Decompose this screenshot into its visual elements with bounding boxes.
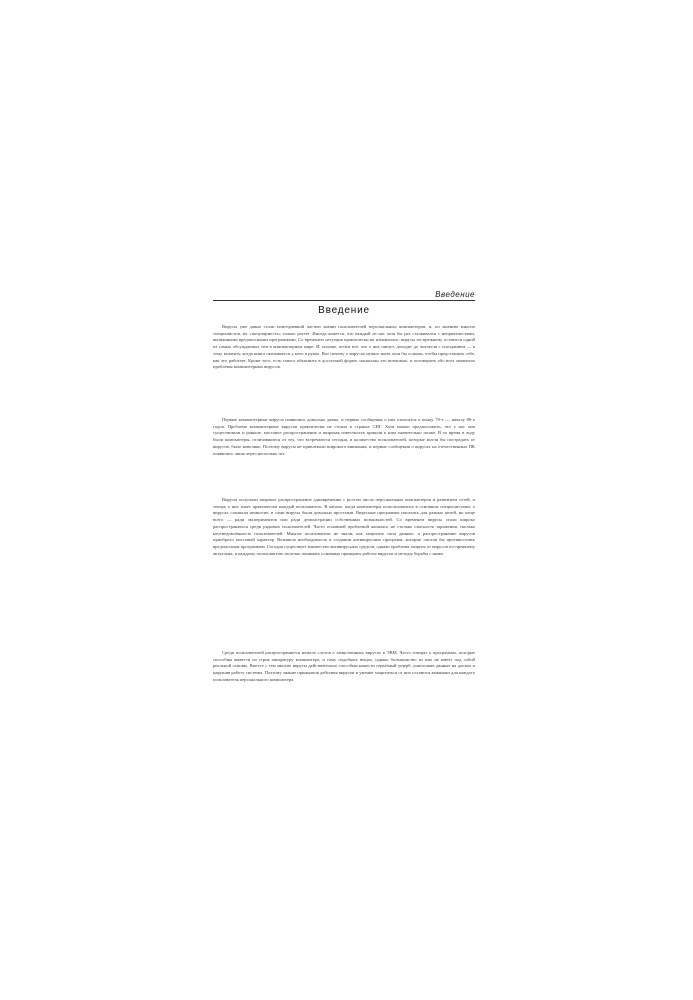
paragraph: Первые компьютерные вирусы появились довольно давно, и первые сообщения о них относятся к концу 70-х — началу 80-х годов. Проблема компьютерных вирусов практически не стояла в странах СНГ. Хотя можно предположить, что у нас они существовали и раньше, массовое распространение и широкая известность пришли к ним значительно позже. В то время в ходу были компьютеры, отличавшиеся от тех, что встречаются сегодня, и количество пользователей, которые могли бы пострадать от вирусов, было невелико. Поэтому вирусы не привлекали широкого внимания, и первые сообщения о вирусах на отечественных ПК появились лишь через несколько лет. (213, 417, 475, 456)
paragraph: Вирусы уже давно стали повседневной частью жизни пользователей персональных компьютеров, и, по мнению многих специалистов, их «популярность» только растёт. Иногда кажется, что каждый из нас хотя бы раз сталкивался с неприятностями, вызванными вредоносными программами. Со временем ситуация практически не изменилась: вирусы по-прежнему остаются одной из самых обсуждаемых тем в компьютерном мире. И, похоже, почти всё, что о них пишут, доходит до читателя с опозданием — к тому моменту, когда книга оказывается у него в руках. Вот почему о вирусах нужно знать хотя бы основы, чтобы представлять себе, как это работает. Кроме того, есть смысл объяснить в доступной форме, насколько это возможно, и поговорить обо всех моментах проблемы компьютерных вирусов. (213, 324, 475, 370)
body-text (213, 324, 475, 710)
running-header: Введение (435, 290, 475, 299)
chapter-title: Введение (318, 305, 370, 316)
paragraph: Вирусы получили широкое распространение одновременно с ростом числа персональных компьютеров и развитием сетей, и теперь о них знает практически каждый пользователь. В начале, когда компьютеры использовались в основном специалистами, о вирусах слышали немногие, и сами вирусы были довольно простыми. Вирусные программы писались для разных целей, но чаще всего — ради экспериментов или ради демонстрации собственных возможностей. Со временем вирусы стали широко распространяться среди рядовых пользователей. Часто основной проблемой являлась не столько опасность заражения, сколько неосведомлённость пользователей. Многие пользователи не знали, как защитить свои данные, и распространение вирусов приобрело массовый характер. Возникла необходимость в создании антивирусных программ, которые смогли бы противостоять вредоносным программам. Сегодня существует множество антивирусных средств, однако проблема защиты от вирусов по-прежнему актуальна, и каждому пользователю полезно понимать основные принципы работы вирусов и методы борьбы с ними. (213, 497, 475, 556)
paragraph: Среди пользователей распространяется немало слухов о таинственных вирусах в ЭВМ. Часто говорят о программах, которые способны вывести из строя аппаратуру компьютера, и тому подобных вещах, однако большинство из них не имеет под собой реальной основы. Вместе с тем многие вирусы действительно способны нанести серьёзный ущерб, уничтожив данные на дисках и нарушив работу системы. Поэтому знание принципов действия вирусов и умение защититься от них остаются важными для каждого пользователя персонального компьютера. (213, 650, 475, 682)
book-page (213, 290, 475, 710)
header-rule (213, 300, 475, 301)
